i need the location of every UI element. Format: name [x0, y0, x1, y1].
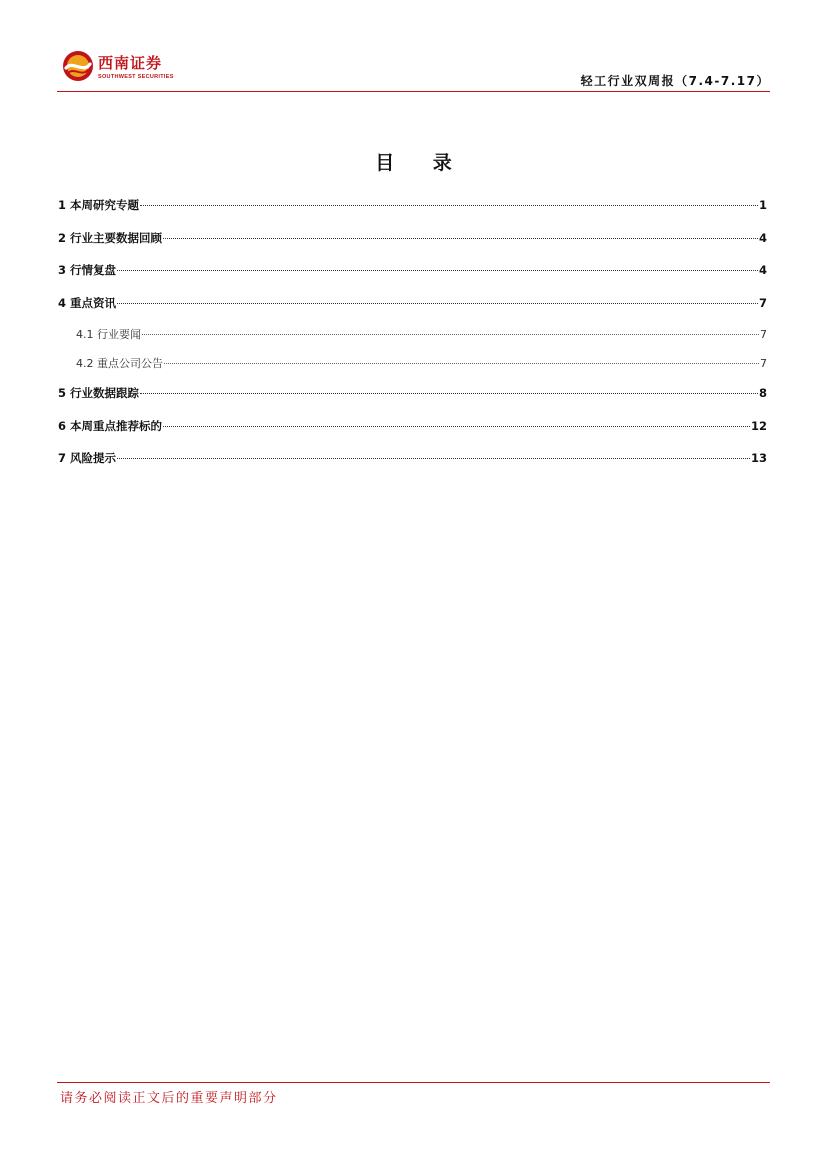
toc-item-page: 4	[758, 263, 767, 277]
toc-leader-dots	[164, 363, 759, 364]
toc-item-label: 7 风险提示	[58, 451, 117, 465]
toc-leader-dots	[142, 334, 759, 335]
toc-leader-dots	[117, 303, 758, 304]
toc-subitem[interactable]	[58, 354, 767, 383]
footer-disclaimer: 请务必阅读正文后的重要声明部分	[60, 1091, 278, 1106]
toc-item-label: 6 本周重点推荐标的	[58, 418, 163, 433]
toc-item[interactable]	[58, 448, 767, 481]
toc-item-page: 7	[758, 295, 767, 310]
toc-item-label: 5 行业数据跟踪	[58, 386, 140, 400]
toc-item-page: 12	[750, 418, 767, 433]
toc-item[interactable]	[58, 293, 767, 326]
toc-item-label: 4.2 重点公司公告	[76, 357, 163, 370]
toc-item-page: 1	[758, 198, 767, 212]
toc-leader-dots	[163, 238, 758, 239]
toc-item-label: 4.1 行业要闻	[76, 328, 141, 341]
toc-leader-dots	[117, 458, 750, 459]
report-title: 轻工行业双周报（7.4-7.17）	[580, 74, 770, 88]
toc-list	[58, 195, 767, 481]
logo-chinese-name: 西南证券	[98, 54, 163, 72]
toc-item-page: 4	[758, 230, 767, 245]
toc-item[interactable]	[58, 228, 767, 261]
logo-english-name: SOUTHWEST SECURITIES	[98, 74, 174, 80]
toc-item-page: 8	[758, 386, 767, 400]
header-divider	[57, 91, 770, 92]
company-logo	[62, 50, 182, 84]
toc-item[interactable]	[58, 195, 767, 228]
toc-item-label: 4 重点资讯	[58, 295, 117, 310]
toc-title: 目 录	[375, 152, 468, 174]
toc-leader-dots	[140, 393, 758, 394]
toc-item[interactable]	[58, 416, 767, 449]
toc-leader-dots	[117, 270, 758, 271]
toc-item[interactable]	[58, 383, 767, 416]
footer-divider	[57, 1082, 770, 1083]
toc-item-label: 3 行情复盘	[58, 263, 117, 277]
toc-item-page: 13	[750, 451, 767, 465]
toc-item-page: 7	[760, 328, 767, 341]
toc-leader-dots	[140, 205, 758, 206]
logo-mark-icon	[62, 50, 94, 82]
toc-item-label: 1 本周研究专题	[58, 198, 140, 212]
toc-item[interactable]	[58, 260, 767, 293]
toc-subitem[interactable]	[58, 325, 767, 354]
toc-item-label: 2 行业主要数据回顾	[58, 230, 163, 245]
toc-leader-dots	[163, 426, 750, 427]
toc-item-page: 7	[760, 357, 767, 370]
